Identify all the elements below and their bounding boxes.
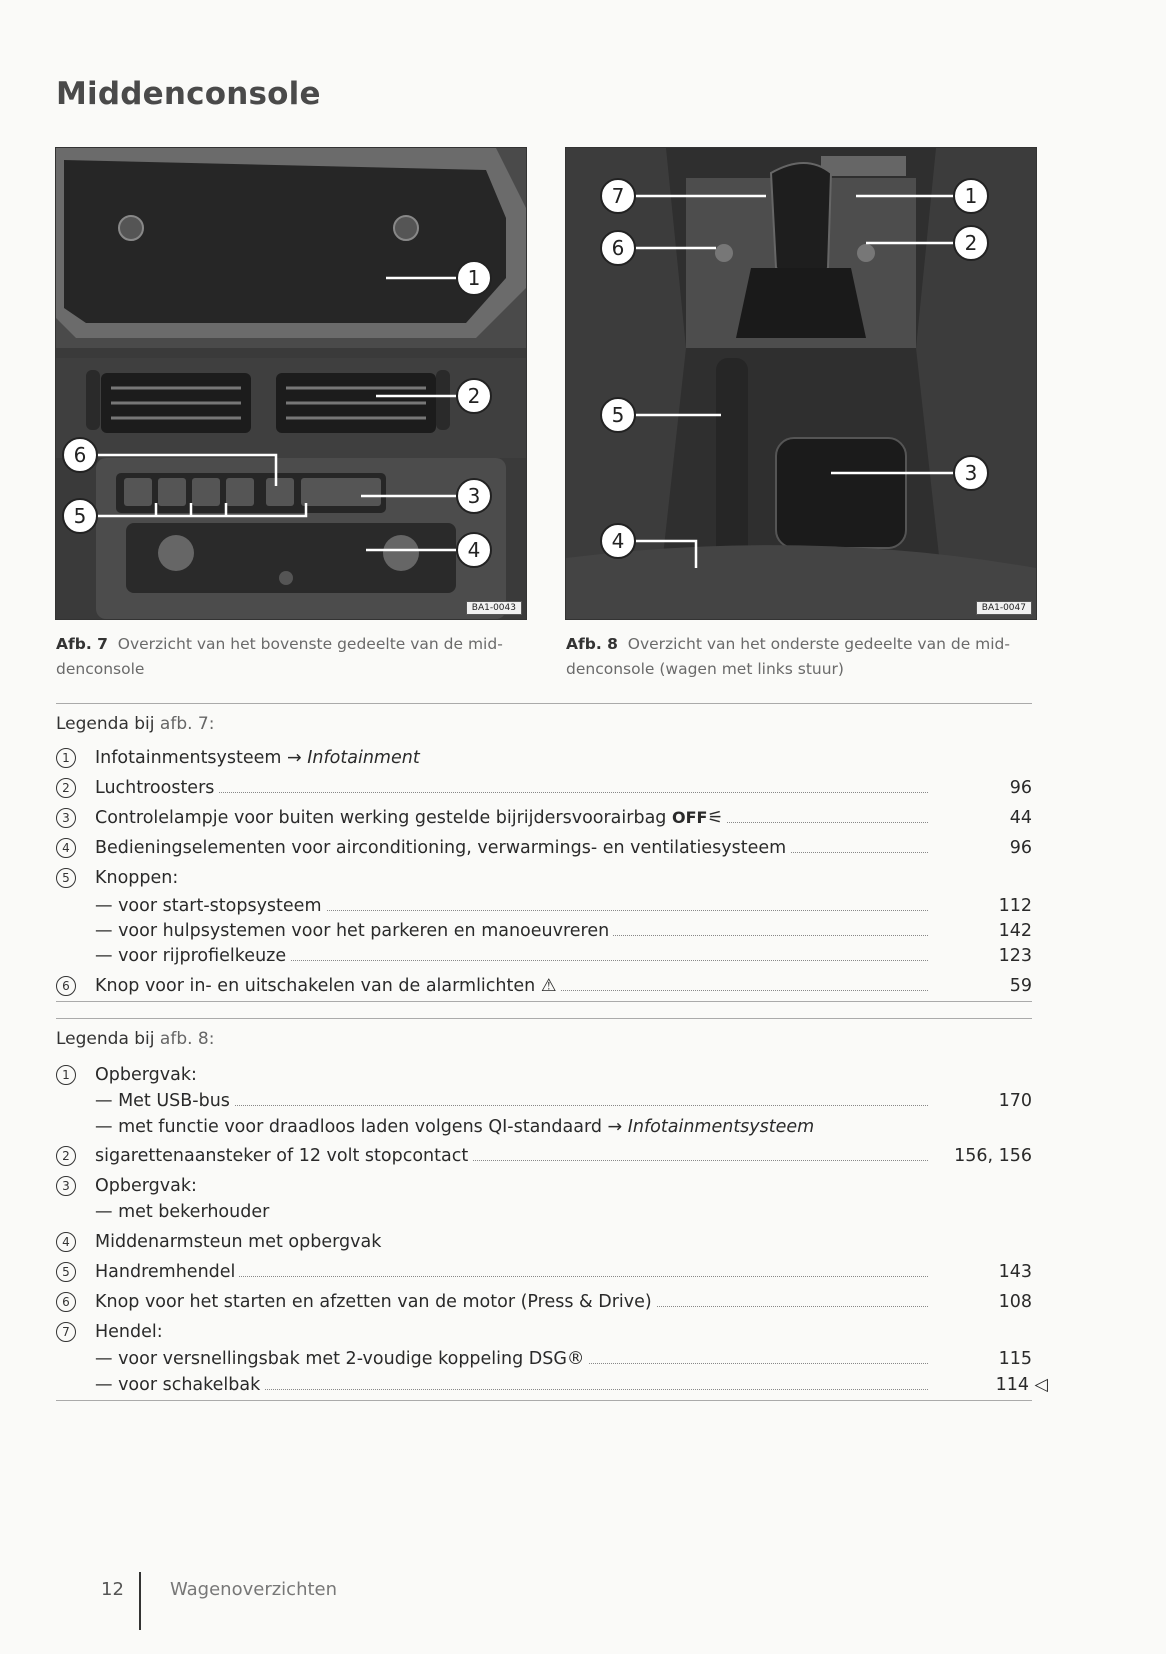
divider: [56, 1001, 1032, 1002]
item-label: — voor versnellingsbak met 2-voudige koppeling DSG®: [95, 1346, 588, 1372]
callout-3-label: 3: [964, 461, 978, 485]
item-number-badge: 4: [56, 838, 76, 858]
figure-upper-console: [55, 147, 527, 620]
caption-line-1: Overzicht van het onderste gedeelte van de mid-: [627, 635, 1010, 653]
page-number: 12: [101, 1579, 124, 1600]
callout-6-label: 6: [73, 443, 87, 467]
legend-8-row: [56, 1319, 1032, 1345]
callout-2-label: 2: [467, 384, 481, 408]
page-reference: 123: [998, 946, 1032, 966]
callout-3-label: 3: [467, 484, 481, 508]
item-number-badge: 5: [56, 868, 76, 888]
legend-7-subrow: [56, 918, 1032, 944]
page-reference: 143: [998, 1262, 1032, 1282]
callout-5-label: 5: [611, 403, 625, 427]
legend-heading-ref: afb. 8:: [159, 1029, 215, 1049]
item-reference: Infotainment: [307, 748, 420, 768]
item-label: Bedieningselementen voor airconditioning, verwarmings- en ventilatiesysteem: [95, 835, 790, 861]
item-number-badge: 4: [56, 1232, 76, 1252]
callout-5-label: 5: [73, 504, 87, 528]
item-text: [95, 973, 561, 999]
item-number-badge: 7: [56, 1322, 76, 1342]
caption-label: Afb. 8: [566, 635, 618, 653]
figure-8-caption: [566, 632, 1038, 682]
hazard-warning-icon: ⚠: [540, 976, 557, 996]
item-number-badge: 3: [56, 808, 76, 828]
legend-7-subrow: [56, 943, 1032, 969]
lower-console-illustration: [566, 148, 1036, 619]
callout-2-label: 2: [964, 231, 978, 255]
item-text: [95, 1114, 818, 1140]
legend-7-row: [56, 973, 1032, 999]
divider: [56, 1018, 1032, 1019]
legend-8-row: [56, 1062, 1032, 1088]
item-number-badge: 5: [56, 1262, 76, 1282]
item-label: — voor hulpsystemen voor het parkeren en manoeuvreren: [95, 918, 613, 944]
airbag-off-badge: OFF: [672, 808, 708, 827]
caption-label: Afb. 7: [56, 635, 108, 653]
page-reference: 44: [1009, 808, 1032, 828]
item-label: — met bekerhouder: [95, 1199, 273, 1225]
page-reference: 59: [1009, 976, 1032, 996]
callout-1-label: 1: [964, 184, 978, 208]
footer-section-title: Wagenoverzichten: [170, 1579, 338, 1600]
legend-8-row: [56, 1173, 1032, 1199]
footer-divider: [139, 1572, 141, 1630]
page-reference: 115: [998, 1349, 1032, 1369]
item-label: Luchtroosters: [95, 775, 218, 801]
item-reference: Infotainmentsysteem: [627, 1117, 815, 1137]
divider: [56, 703, 1032, 704]
item-label: — voor rijprofielkeuze: [95, 943, 290, 969]
page-reference: 142: [998, 921, 1032, 941]
item-label: Knop voor het starten en afzetten van de motor (Press & Drive): [95, 1289, 656, 1315]
item-label: Handremhendel: [95, 1259, 239, 1285]
legend-8-row: [56, 1143, 1032, 1169]
page-title: Middenconsole: [56, 76, 321, 112]
callout-1-label: 1: [467, 266, 481, 290]
figure-lower-console: [565, 147, 1037, 620]
legend-7-row: [56, 775, 1032, 801]
passenger-airbag-icon: ⚟: [707, 808, 724, 828]
figure-7-caption: [56, 632, 528, 682]
item-number-badge: 6: [56, 1292, 76, 1312]
item-label: Middenarmsteun met opbergvak: [95, 1229, 385, 1255]
item-label: — met functie voor draadloos laden volgens QI-standaard →: [95, 1117, 623, 1137]
item-label: Infotainmentsysteem →: [95, 748, 302, 768]
legend-8-subrow: [56, 1199, 1032, 1225]
callout-4-label: 4: [467, 538, 481, 562]
item-label: Knoppen:: [95, 865, 182, 891]
legend-7-row: [56, 745, 1032, 771]
figure-code: BA1-0043: [466, 601, 522, 615]
caption-line-1: Overzicht van het bovenste gedeelte van de mid-: [117, 635, 503, 653]
callout-6-label: 6: [611, 236, 625, 260]
page-reference: 156, 156: [954, 1146, 1032, 1166]
legend-8-row: [56, 1259, 1032, 1285]
callout-4-label: 4: [611, 529, 625, 553]
caption-line-2: denconsole (wagen met links stuur): [566, 660, 844, 678]
legend-8-subrow: [56, 1346, 1032, 1372]
item-number-badge: 1: [56, 748, 76, 768]
legend-8-heading: [56, 1029, 214, 1049]
item-number-badge: 3: [56, 1176, 76, 1196]
item-number-badge: 2: [56, 778, 76, 798]
legend-7-row: [56, 805, 1032, 831]
item-label: Opbergvak:: [95, 1062, 201, 1088]
legend-heading-prefix: Legenda bij: [56, 1029, 155, 1049]
divider: [56, 1400, 1032, 1401]
page-reference: 114 ◁: [995, 1375, 1048, 1395]
caption-line-2: denconsole: [56, 660, 145, 678]
item-label: sigarettenaansteker of 12 volt stopcontact: [95, 1143, 472, 1169]
item-number-badge: 2: [56, 1146, 76, 1166]
legend-7-subrow: [56, 893, 1032, 919]
legend-7-row: [56, 835, 1032, 861]
item-text: [95, 805, 727, 831]
legend-8-subrow: [56, 1114, 1032, 1140]
item-label: — voor schakelbak: [95, 1372, 264, 1398]
page-reference: 112: [998, 896, 1032, 916]
upper-console-illustration: [56, 148, 526, 619]
item-label: Opbergvak:: [95, 1173, 201, 1199]
legend-7-row: [56, 865, 1032, 891]
legend-8-row: [56, 1229, 1032, 1255]
item-label: — voor start-stopsysteem: [95, 893, 326, 919]
item-label: Controlelampje voor buiten werking gestelde bijrijdersvoorairbag: [95, 808, 667, 828]
page-reference: 170: [998, 1091, 1032, 1111]
legend-heading-ref: afb. 7:: [159, 714, 215, 734]
figure-code: BA1-0047: [976, 601, 1032, 615]
legend-heading-prefix: Legenda bij: [56, 714, 155, 734]
page-reference: 96: [1009, 838, 1032, 858]
callout-7-label: 7: [611, 184, 625, 208]
legend-8-subrow: [56, 1372, 1048, 1398]
page-reference: 108: [998, 1292, 1032, 1312]
item-number-badge: 1: [56, 1065, 76, 1085]
item-label: Knop voor in- en uitschakelen van de alarmlichten: [95, 976, 536, 996]
item-text: [95, 745, 424, 771]
item-label: — Met USB-bus: [95, 1088, 234, 1114]
page-reference: 96: [1009, 778, 1032, 798]
legend-8-row: [56, 1289, 1032, 1315]
item-label: Hendel:: [95, 1319, 167, 1345]
legend-7-heading: [56, 714, 214, 734]
item-number-badge: 6: [56, 976, 76, 996]
leader-dots: [96, 792, 928, 793]
legend-8-subrow: [56, 1088, 1032, 1114]
